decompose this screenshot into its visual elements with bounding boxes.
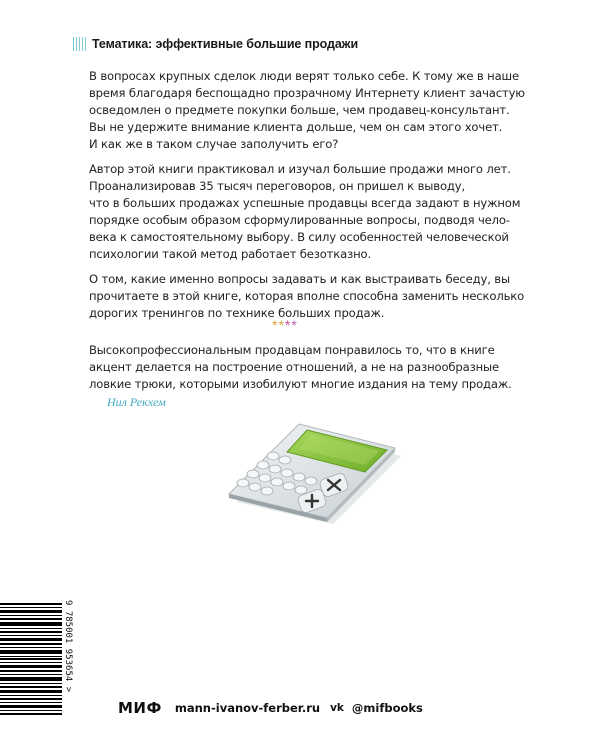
quote-line: Высокопрофессиональным продавцам понравилось то, что в книге	[89, 343, 495, 357]
star-icon: *	[284, 317, 292, 333]
text-line: осведомлен о предмете покупки больше, чем продавец-консультант.	[89, 103, 510, 117]
text-line: В вопросах крупных сделок люди верят только себе. К тому же в наше	[89, 69, 519, 83]
barcode-icon	[0, 603, 62, 715]
publisher-logo: МИФ	[118, 699, 162, 717]
star-icon: *	[272, 317, 279, 333]
text-line: прочитаете в этой книге, которая вполне способна заменить несколько	[89, 289, 525, 303]
topic-header	[73, 37, 358, 51]
text-line: О том, какие именно вопросы задавать и как выстраивать беседу, вы	[89, 272, 510, 286]
text-line: порядке особым образом сформулированные вопросы, подводя чело-	[89, 213, 510, 227]
paragraph-1	[89, 68, 525, 153]
text-line: Проанализировав 35 тысяч переговоров, он пришел к выводу,	[89, 179, 465, 193]
star-icon: *	[278, 317, 285, 333]
star-icon: *	[291, 317, 298, 333]
description	[89, 68, 525, 330]
text-line: века к самостоятельному выбору. В силу особенностей человеческой	[89, 230, 509, 244]
text-line: Автор этой книги практиковал и изучал большие продажи много лет.	[89, 162, 511, 176]
text-line: что в больших продажах успешные продавцы всегда задают в нужном	[89, 196, 521, 210]
text-line: Вы не удержите внимание клиента дольше, чем он сам этого хочет.	[89, 120, 503, 134]
star-divider	[272, 317, 298, 333]
review-quote	[89, 342, 519, 393]
topic-lines-icon	[73, 37, 86, 51]
text-line: психологии такой метод работает безотказно.	[89, 247, 372, 261]
vk-icon: vk	[330, 702, 344, 714]
isbn-digits: 9 785001 953654 >	[63, 600, 73, 693]
social-handle[interactable]: @mifbooks	[351, 701, 423, 715]
text-line: И как же в таком случае заполучить его?	[89, 137, 339, 151]
isbn-number	[62, 600, 74, 718]
paragraph-2	[89, 161, 519, 263]
publisher-footer	[118, 700, 423, 716]
website-link[interactable]: mann-ivanov-ferber.ru	[174, 701, 321, 715]
paragraph-3	[89, 271, 525, 322]
topic-label: Тематика: эффективные большие продажи	[92, 37, 359, 51]
quote-line: акцент делается на построение отношений, а не на разнообразные	[89, 360, 500, 374]
text-line: дорогих тренингов по технике больших продаж.	[89, 306, 385, 320]
calculator-icon	[215, 410, 405, 525]
quote-author: Нил Рекхем	[107, 395, 166, 409]
text-line: время благодаря беспощадно прозрачному Интернету клиент зачастую	[89, 86, 525, 100]
quote-line: ловкие трюки, которыми изобилуют многие издания на тему продаж.	[89, 377, 512, 391]
